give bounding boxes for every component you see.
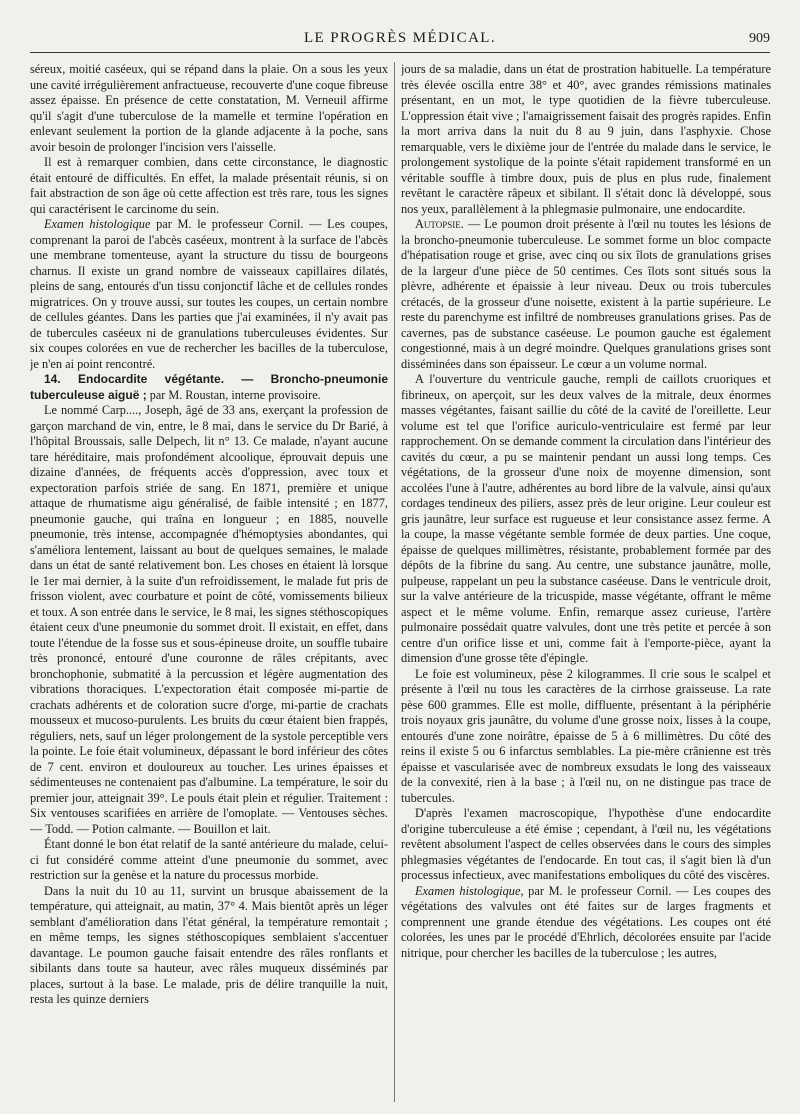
page-number: 909 xyxy=(749,31,770,46)
case-author: par M. Roustan, interne provisoire. xyxy=(146,387,321,402)
paragraph xyxy=(30,217,388,372)
column-divider xyxy=(394,62,395,1102)
header-rule xyxy=(30,52,770,53)
section-label: Autopsie. xyxy=(415,217,464,231)
paragraph: séreux, moitié caséeux, qui se répand dans la plaie. On a sous les yeux une cavité irrégulièrement anfractueuse, recouverte d'une coque fibreuse assez épaisse. En présence de cette constatation, M. Verneuil affirme qu'il s'agit d'une tuberculose de la mamelle et termine l'opération en enlevant seulement la portion de la glande adjacente à la poche, sans avoir besoin de prolonger l'incision vers l'aisselle. xyxy=(30,62,388,154)
section-label: Examen histologique xyxy=(415,883,521,898)
paragraph-text: , par M. le professeur Cornil. — Les coupes des végétations des valvules ont été faites sur de larges fragments et comprennent une grande étendue des végétations. Les coupes ont été colorées, les unes par le procédé d'Ehrlich, décolorées ensuite par l'acide nitrique, pour chercher les bacilles de la tuberculose ; les autres, xyxy=(401,883,771,960)
paragraph-text: — Le poumon droit présente à l'œil nu toutes les lésions de la broncho-pneumonie tuberculeuse. Le sommet forme un bloc compacte d'hépatisation rouge et grise, avec cinq ou six îlots de granulations grises de la largeur d'une pièce de 50 centimes. Ces îlots sont situés sous la plèvre, adhérente et épaissie à leur niveau. Deux ou trois tubercules crétacés, de la grosseur d'une noisette, existent à la partie supérieure. Le reste du parenchyme est infiltré de nombreuses granulations grises. Pas de cavernes, pas de substance caséeuse. Le poumon gauche est également congestionné, mais à un degré moindre. Quelques granulations grises sont disséminées dans son épaisseur. Le cœur a un volume normal. xyxy=(401,217,771,371)
paragraph: Il est à remarquer combien, dans cette circonstance, le diagnostic était entouré de difficultés. En effet, la malade présentait réunis, si on fait abstraction de son âge où cette affection est très rare, tous les signes qui caractérisent le carcinome du sein. xyxy=(30,155,388,216)
case-title: 14. Endocardite végétante. — Broncho-pneumonie tuberculeuse aiguë ; xyxy=(30,372,388,402)
running-header xyxy=(0,22,800,50)
paragraph-text: par M. le professeur Cornil. — Les coupes, comprenant la paroi de l'abcès caséeux, montrent à la surface de l'abcès une membrane tomenteuse, ayant la structure du tissu de bourgeons charnus. Il existe un grand nombre de vaisseaux capillaires dilatés, pleins de sang, entourés d'un tissu conjonctif lâche et de cellules rondes migratrices. On y trouve aussi, sur toutes les coupes, un certain nombre de cellules géantes. Dans les parties que j'ai examinées, il n'y avait pas de tubercules caséeux ni de granulations tuberculeuses évidentes. Sur six coupes colorées en vue de rechercher les bacilles de la tuberculose, je n'en ai point rencontré. xyxy=(30,217,388,371)
paragraph xyxy=(401,217,771,372)
paragraph: Dans la nuit du 10 au 11, survint un brusque abaissement de la température, qui atteignait, au matin, 37° 4. Mais bientôt après un léger semblant d'amélioration dans l'état général, la température remontait ; en même temps, les signes stéthoscopiques semblaient s'accentuer davantage. Le poumon gauche faisait entendre des râles ronflants et sibilants dans toute sa hauteur, avec râles muqueux disséminés par places, surtout à la base. Le malade, pris de délire tranquille la nuit, resta les quinze derniers xyxy=(30,883,388,1006)
paragraph: Le foie est volumineux, pèse 2 kilogrammes. Il crie sous le scalpel et présente à l'œil nu tous les caractères de la cirrhose graisseuse. La rate pèse 600 grammes. Elle est molle, diffluente, présentant à la périphérie trois noyaux gris jaunâtre, du volume d'une grosse noix, lisses à la coupe, entourés d'une zone noirâtre, épaisse de 5 à 6 millimètres. Du côté des reins il existe 5 ou 6 infarctus semblables. La pie-mère crânienne est très épaisse et vascularisée avec de nombreux exsudats le long des vaisseaux de la convexité, rien à la base ; à l'œil nu, on ne distingue pas trace de tubercules. xyxy=(401,666,771,805)
journal-title: LE PROGRÈS MÉDICAL. xyxy=(303,30,497,46)
right-column xyxy=(401,62,771,1107)
paragraph: Le nommé Carp...., Joseph, âgé de 33 ans, exerçant la profession de garçon marchand de vin, entre, le 8 mai, dans le service du Dr Barié, à l'hôpital Broussais, salle Delpech, lit n° 13. Ce malade, n'ayant aucune tare héréditaire, mais profondément alcoolique, éprouvait depuis une dizaine d'années, de fréquents accès d'oppression, avec toux et expectoration parfois striée de sang. En 1871, première et unique attaque de rhumatisme aigu généralisé, de faible intensité ; en 1877, pneumonie gauche, qui traîna en longueur ; en 1885, nouvelle pneumonie, très intense, accompagnée d'hémoptysies abondantes, qui s'améliora lentement, laissant au bout de quelques semaines, le malade dans un état de santé relativement bon. Les choses en étaient là lorsque le 1er mai dernier, à la suite d'un refroidissement, le malade fut pris de frisson violent, avec courbature et point de côté, vomissements bilieux et toux. A son entrée dans le service, le 8 mai, les signes stéthoscopiques étaient ceux d'une pneumonie du sommet droit. Il existait, en effet, dans toute l'étendue de la fosse sus et sous-épineuse droite, un souffle tubaire très prononcé, entouré d'une couronne de râles crépitants, avec bronchophonie, submatité à la percussion et légère augmentation des vibrations thoraciques. L'expectoration était composée mi-partie de crachats adhérents et de coloration sucre d'orge, mi-partie de crachats mousseux et mucoso-purulents. Les bruits du cœur étaient bien frappés, réguliers, nets, sauf un léger prolongement de la systole perceptible vers la pointe. Le foie était volumineux, dépassant le bord inférieur des côtes de 7 cent. environ et douloureux au toucher. Les urines épaisses et sédimenteuses ne contenaient pas d'albumine. La température, le soir du premier jour, atteignait 39°. Le pouls était plein et régulier. Traitement : Six ventouses scarifiées en arrière de l'omoplate. — Ventouses sèches. — Todd. — Potion calmante. — Bouillon et lait. xyxy=(30,403,388,836)
paragraph: A l'ouverture du ventricule gauche, rempli de caillots cruoriques et fibrineux, on aperçoit, sur les deux valves de la mitrale, deux énormes masses végétantes, faisant saillie du côté de la cavité de l'oreillette. Leur volume est tel que l'orifice auriculo-ventriculaire est fermé par leur rapprochement. On se demande comment la circulation dans l'intérieur des cavités du cœur, a pu se maintenir pendant un aussi long temps. Ces végétations, de la grosseur d'une noix de moyenne dimension, sont accolées l'une à l'autre, adhérentes au bord libre de la valvule, ainsi qu'aux cordages tendineux des piliers, assez près de leur origine. Leur couleur est gris jaunâtre, leur surface est rugueuse et leur consistance assez ferme. A la coupe, la masse végétante semble formée de deux parties. Une coque, épaisse de quelques millimètres, résistante, probablement formée par des dépôts de la fibrine du sang. Au centre, une substance jaunâtre, molle, pulpeuse, rappelant un peu la substance caséeuse. Dans le ventricule droit, sur la valve antérieure de la tricuspide, masse végétante, offrant le même aspect et le même volume. Enfin, remarque assez curieuse, l'artère pulmonaire possédait quatre valvules, dont une très petite et percée à son centre d'un orifice lisse et uni, comme fait à l'emporte-pièce, ayant la dimension d'une grosse tête d'épingle. xyxy=(401,372,771,665)
paragraph: jours de sa maladie, dans un état de prostration habituelle. La température très élevée oscilla entre 38° et 40°, avec grandes rémissions matinales présentant, en un mot, le type quotidien de la fièvre tuberculeuse. L'oppression était vive ; l'amaigrissement faisait des progrès rapides. Enfin la mort arriva dans la nuit du 8 au 9 juin, dans l'asphyxie. Chose remarquable, vers le dixième jour de l'entrée du malade dans le service, le prolongement systolique de la pointe s'était rapidement transformé en un véritable souffle à timbre doux, puis de plus en plus rude, finalement revêtant le caractère râpeux et sibilant. Il s'était donc là développé, sous nos yeux, parallèlement à la phlegmasie pulmonaire, une endocardite. xyxy=(401,62,771,216)
paragraph: Étant donné le bon état relatif de la santé antérieure du malade, celui-ci fut considéré comme atteint d'une pneumonie du sommet, avec restriction sur la genèse et la nature du processus morbide. xyxy=(30,837,388,882)
section-label: Examen histologique xyxy=(44,217,151,231)
paragraph xyxy=(401,884,771,962)
paragraph: D'après l'examen macroscopique, l'hypothèse d'une endocardite d'origine tuberculeuse a été émise ; cependant, à l'œil nu, les végétations revêtent absolument l'aspect de celles observées dans le cours des simples phlegmasies végétantes de l'endocarde. En tout cas, il s'agit bien là d'un processus infectieux, avec manifestations emboliques du côté des viscères. xyxy=(401,806,771,882)
case-heading xyxy=(30,372,388,403)
left-column xyxy=(30,62,388,1107)
